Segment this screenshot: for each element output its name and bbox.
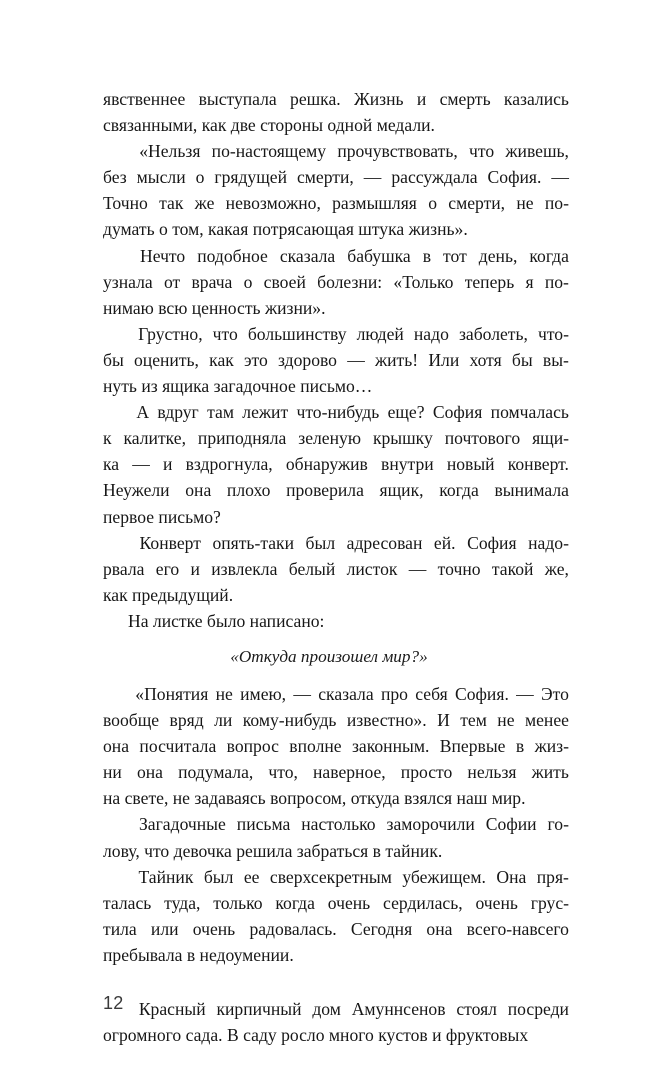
word: болезни: (317, 271, 383, 292)
word: смерти, (448, 193, 506, 214)
word: бабушка (347, 245, 411, 266)
text-line-justified (103, 86, 569, 112)
word: бы (511, 349, 533, 370)
word: — (516, 683, 534, 704)
text-line-justified (103, 321, 569, 347)
word: еще? (387, 402, 425, 423)
word: Загадочные (138, 814, 226, 835)
word: в (422, 245, 432, 266)
paragraph (103, 321, 569, 399)
text-line-justified (103, 556, 569, 582)
text-line (103, 425, 569, 451)
word: невозможно, (225, 193, 321, 214)
word: Красный (138, 999, 206, 1019)
word: размышляя (332, 193, 417, 214)
word: кому-нибудь (242, 710, 337, 731)
word: выступала (198, 89, 277, 109)
word: сердилась, (383, 892, 463, 913)
text-line: на свете, не задаваясь вопросом, откуда взялся наш мир. (103, 788, 526, 809)
text-line (103, 811, 569, 837)
word: А (136, 402, 150, 423)
word: очень (475, 892, 518, 913)
word: ка (103, 454, 120, 475)
word: калитке, (123, 428, 186, 449)
word: когда (439, 480, 479, 501)
word: письма (236, 814, 291, 835)
text-line-justified (103, 759, 569, 785)
text-line (103, 451, 569, 477)
word: стоял (456, 999, 497, 1019)
paragraph-indent (103, 321, 128, 347)
text-line-justified (103, 477, 569, 503)
word: Или (428, 349, 460, 370)
word: она (185, 480, 212, 501)
word: жить! (374, 349, 419, 370)
word: к (103, 428, 112, 449)
word: смерти, (296, 167, 354, 188)
word: приподняла (197, 428, 287, 449)
word: подумала, (178, 762, 254, 783)
word: и (416, 89, 427, 109)
word: ящик, (379, 480, 424, 501)
paragraph-indent (103, 681, 128, 707)
text-line-justified (103, 425, 569, 451)
word: и (163, 454, 173, 475)
paragraph (103, 138, 569, 242)
word: ее (243, 866, 260, 887)
word: что, (268, 762, 298, 783)
word: сверхсекретным (269, 866, 392, 887)
word: смерть (439, 89, 491, 109)
word: Грустно, (138, 323, 203, 344)
word: про (380, 683, 408, 704)
text-line-justified (103, 399, 569, 425)
text-line-justified (103, 269, 569, 295)
text-line: нуть из ящика загадочное письмо… (103, 376, 373, 397)
word: так (159, 193, 184, 214)
word: Это (541, 683, 569, 704)
word: Конверт (139, 532, 201, 553)
epigraph-line: «Откуда произошел мир?» (230, 646, 428, 666)
word: своей (263, 271, 306, 292)
word: большинству (247, 323, 347, 344)
word: надо- (528, 532, 569, 553)
section-break (103, 968, 569, 996)
paragraph-indent (103, 243, 128, 269)
word: ей. (433, 532, 456, 553)
paragraph-indent (103, 864, 128, 890)
word: «Только (393, 271, 454, 292)
word: теперь (464, 271, 515, 292)
word: адресован (346, 532, 423, 553)
word: сказала (279, 245, 336, 266)
word: наверное, (313, 762, 386, 783)
word: без (103, 167, 127, 188)
word: София. (487, 167, 542, 188)
word: крышку (372, 428, 433, 449)
word: подобное (197, 245, 268, 266)
paragraph (103, 86, 569, 138)
word: жиз- (534, 736, 569, 757)
word: и (190, 558, 200, 579)
text-line-justified (103, 811, 569, 837)
paragraph-indent (103, 811, 128, 837)
word: конверт. (507, 454, 569, 475)
word: там (207, 402, 234, 423)
word: когда (275, 892, 315, 913)
word: очень (192, 918, 236, 939)
text-line-justified (103, 190, 569, 216)
paragraph-indent (103, 138, 128, 164)
text-line (103, 269, 569, 295)
word: просто (400, 762, 453, 783)
word: что (469, 141, 495, 162)
text-column (103, 86, 569, 1048)
paragraph (103, 811, 569, 863)
word: почтового (444, 428, 521, 449)
word: Жизнь (353, 89, 404, 109)
word: имею, (240, 683, 287, 704)
word: Амуннсенов (351, 999, 446, 1019)
word: лежит (242, 402, 289, 423)
word: убежищем. (402, 866, 486, 887)
word: врача (191, 271, 233, 292)
word: был (203, 866, 234, 887)
word: оценить, (133, 349, 199, 370)
text-line: как предыдущий. (103, 584, 234, 605)
word: это (244, 349, 268, 370)
word: не (215, 683, 233, 704)
word: живешь, (505, 141, 569, 162)
word: плохо (226, 480, 271, 501)
word: рвала (103, 558, 145, 579)
word: — (293, 683, 311, 704)
word: нельзя (467, 762, 517, 783)
text-line: пребывала в недоумении. (103, 944, 294, 965)
word: по- (544, 193, 569, 214)
word: — (551, 167, 569, 188)
word: узнала (103, 271, 153, 292)
word: решка. (290, 89, 341, 109)
word: людей (356, 323, 404, 344)
word: явственнее (103, 89, 186, 109)
text-line-justified (103, 347, 569, 373)
text-line (103, 321, 569, 347)
text-line (103, 996, 569, 1022)
text-line (103, 243, 569, 269)
word: такой (491, 558, 534, 579)
text-line (103, 890, 569, 916)
word: заболеть, (458, 323, 528, 344)
word: вздрогнула, (185, 454, 273, 475)
word: рассуждала (391, 167, 478, 188)
text-line (103, 347, 569, 373)
paragraph (103, 864, 569, 968)
word: — (363, 167, 382, 188)
text-line (103, 864, 569, 890)
word: помчалась (490, 402, 569, 423)
word: Тайник (138, 866, 194, 887)
word: не (497, 710, 515, 731)
word: прочувствовать, (337, 141, 458, 162)
word: листок (346, 558, 398, 579)
text-line-justified (103, 707, 569, 733)
paragraph (103, 530, 569, 608)
word: София. (455, 683, 509, 704)
text-line (103, 399, 569, 425)
text-line: первое письмо? (103, 506, 221, 527)
word: кирпичный (216, 999, 302, 1019)
word: «Нельзя (139, 141, 201, 162)
word: — (347, 349, 365, 370)
word: сказала (318, 683, 374, 704)
text-line (103, 556, 569, 582)
word: был (305, 532, 336, 553)
word: И (437, 710, 450, 731)
paragraph (103, 681, 569, 811)
word: ящи- (532, 428, 569, 449)
text-line (103, 164, 569, 190)
word: жить (531, 762, 569, 783)
text-line (103, 733, 569, 759)
word: София (467, 532, 517, 553)
text-line: думать о том, какая потрясающая штука жизнь». (103, 219, 468, 240)
word: не (516, 193, 534, 214)
word: о (428, 193, 437, 214)
word: тила (103, 918, 137, 939)
word: внутри (381, 454, 434, 475)
word: вопрос (226, 736, 279, 757)
word: обнаружив (285, 454, 368, 475)
word: мысли (136, 167, 186, 188)
word: вполне (289, 736, 342, 757)
word: Неужели (103, 480, 170, 501)
word: о (243, 271, 253, 292)
text-line-justified (103, 681, 569, 707)
word: София (432, 402, 483, 423)
text-line-justified (103, 138, 569, 164)
text-line-justified (103, 451, 569, 477)
text-line-justified (103, 733, 569, 759)
text-line (103, 916, 569, 942)
word: Нечто (140, 245, 186, 266)
word: грус- (530, 892, 569, 913)
word: проверила (286, 480, 364, 501)
page-number: 12 (103, 993, 124, 1013)
text-line: На листке было написано: (128, 610, 325, 631)
word: я (525, 271, 534, 292)
word: же, (544, 558, 569, 579)
word: Сегодня (350, 918, 413, 939)
word: — (408, 558, 427, 579)
text-line-justified (103, 890, 569, 916)
word: туда, (164, 892, 201, 913)
word: новый (446, 454, 495, 475)
word: тот (443, 245, 467, 266)
text-line: огромного сада. В саду росло много кустов и фруктовых (103, 1025, 529, 1046)
word: извлекла (211, 558, 278, 579)
word: Точно (103, 193, 148, 214)
word: посреди (507, 999, 569, 1019)
word: вынимала (494, 480, 569, 501)
word: Софии (485, 814, 537, 835)
text-line-justified (103, 996, 569, 1022)
word: как (209, 349, 234, 370)
word: что-нибудь (296, 402, 380, 423)
word: она (103, 736, 130, 757)
word: пря- (536, 866, 569, 887)
text-line (103, 190, 569, 216)
word: опять-таки (212, 532, 294, 553)
text-line (103, 477, 569, 503)
word: радовалась. (249, 918, 337, 939)
word: белый (288, 558, 336, 579)
paragraph-indent (103, 530, 128, 556)
word: день, (478, 245, 518, 266)
paragraph (103, 399, 569, 529)
word: тем (460, 710, 487, 731)
text-line: лову, что девочка решила забраться в тайник. (103, 840, 443, 861)
word: го- (547, 814, 569, 835)
word: очень (327, 892, 371, 913)
word: же (194, 193, 215, 214)
word: вообще (103, 710, 160, 731)
word: хотя (469, 349, 502, 370)
text-line: связанными, как две стороны одной медали. (103, 115, 435, 136)
text-line (103, 707, 569, 733)
word: вряд (169, 710, 204, 731)
word: талась (103, 892, 152, 913)
text-line (103, 759, 569, 785)
word: бы (103, 349, 124, 370)
paragraph-indent (103, 399, 128, 425)
word: она (136, 762, 163, 783)
text-line-justified (103, 916, 569, 942)
word: здорово (278, 349, 337, 370)
word: в (515, 736, 525, 757)
word: — (132, 454, 150, 475)
word: что- (537, 323, 569, 344)
paragraph (103, 996, 569, 1048)
word: дом (312, 999, 341, 1019)
word: всего-навсего (466, 918, 569, 939)
word: надо (413, 323, 449, 344)
word: Она (496, 866, 527, 887)
word: о (195, 167, 205, 188)
word: Впервые (439, 736, 506, 757)
text-line-justified (103, 164, 569, 190)
word: ни (103, 762, 122, 783)
word: «Понятия (135, 683, 209, 704)
word: заморочили (386, 814, 475, 835)
text-line-justified (103, 864, 569, 890)
text-line (103, 138, 569, 164)
word: вы- (542, 349, 569, 370)
text-line-justified (103, 530, 569, 556)
word: по-настоящему (211, 141, 327, 162)
word: зеленую (298, 428, 361, 449)
word: когда (529, 245, 569, 266)
word: вдруг (157, 402, 199, 423)
word: менее (524, 710, 569, 731)
word: ли (214, 710, 233, 731)
paragraph (103, 608, 569, 634)
word: себя (415, 683, 448, 704)
word: точно (437, 558, 481, 579)
word: известно». (346, 710, 427, 731)
word: или (150, 918, 179, 939)
text-line: нимаю всю ценность жизни». (103, 297, 326, 318)
word: посчитала (139, 736, 217, 757)
paragraph (103, 243, 569, 321)
text-line (103, 530, 569, 556)
word: по- (544, 271, 569, 292)
word: она (426, 918, 453, 939)
word: законным. (351, 736, 430, 757)
text-line (103, 681, 569, 707)
word: от (163, 271, 181, 292)
text-line-justified (103, 243, 569, 269)
text-line (103, 86, 569, 112)
word: что (212, 323, 238, 344)
word: только (213, 892, 263, 913)
word: казались (503, 89, 569, 109)
word: его (155, 558, 180, 579)
word: грядущей (214, 167, 288, 188)
word: настолько (301, 814, 376, 835)
